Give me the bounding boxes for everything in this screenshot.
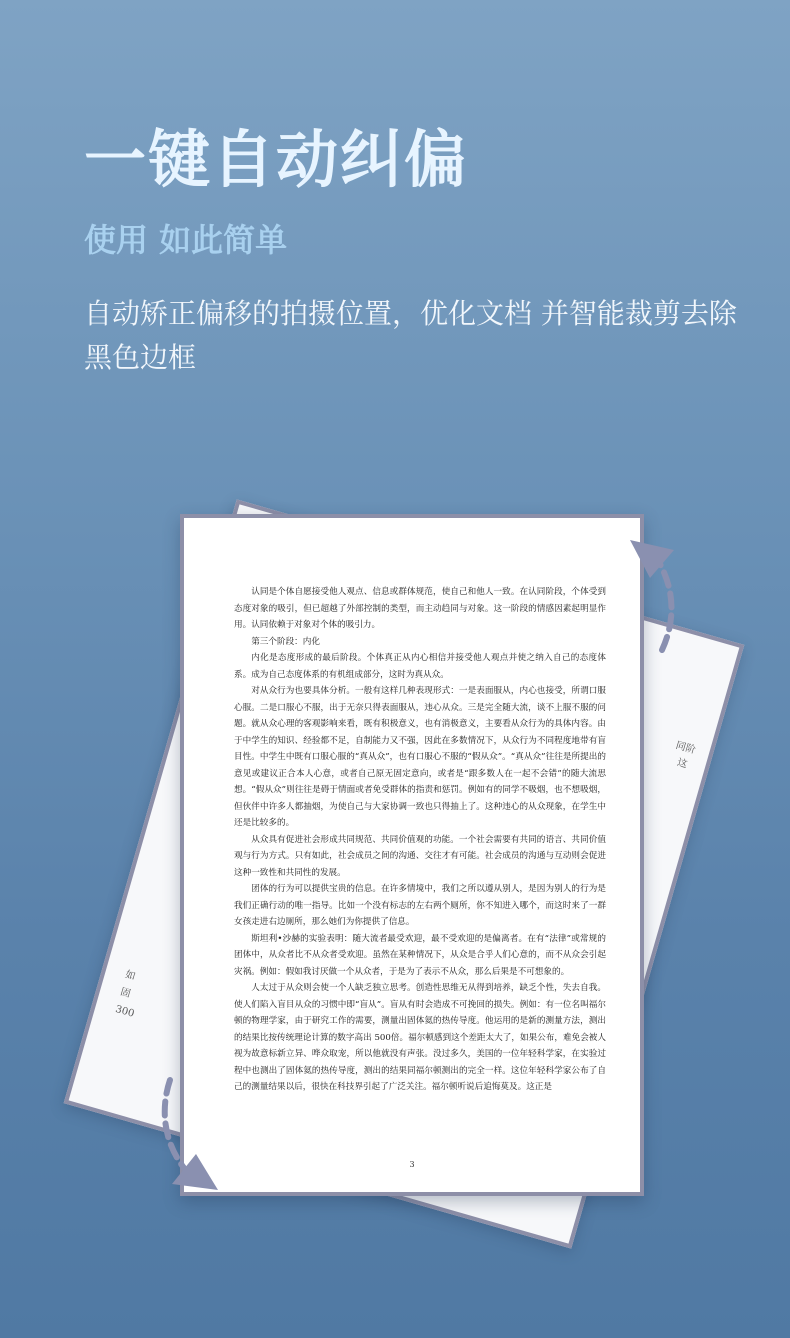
document-paragraph: 内化是态度形成的最后阶段。个体真正从内心相信并接受他人观点并使之纳入自己的态度体系。成为自己态度体系的有机组成部分，这时为真从众。 [234,653,606,680]
back-sheet-text: 300 [114,1003,136,1020]
document-paragraph: 从众具有促进社会形成共同规范、共同价值观的功能。一个社会需要有共同的语言、共同价值观与行为方式。只有如此，社会成员之间的沟通、交往才有可能。社会成员的沟通与互动则会促进这种一致性和共同性的发展。 [234,834,606,878]
feature-description: 自动矫正偏移的拍摄位置，优化文档 并智能裁剪去除黑色边框 [84,297,737,374]
document-paragraph: 对从众行为也要具体分析。一般有这样几种表现形式：一是表面服从，内心也接受，所谓口服心服。二是口服心不服，出于无奈只得表面服从，违心从众。三是完全随大流，谈不上服不服的问题。就从众心理的客观影响来看，既有积极意义，也有消极意义，主要看从众行为的具体内容。由于中学生的知识、经验都不足，自制能力又不强，因此在多数情况下，从众行为不同程度地带有盲目性。中学生中既有口服心服的“真从众”，也有口服心不服的“假从众”。“真从众”往往是所提出的意见或建议正合本人心意，或者自己原无固定意向，或者是“跟多数人在一起不会错”的随大流思想。“假从众”则往往是碍于情面或者免受群体的指责和惩罚。例如有的同学不吸烟，也不想吸烟，但伙伴中许多人都抽烟，为使自己与大家协调一致也只得抽上了。这种违心的从众现象，在学生中还是比较多的。 [234,686,606,828]
rotate-arrow-bottom-left-icon [150,1072,230,1202]
rotate-arrow-top-right-icon [618,528,688,658]
back-sheet-text: 如 [123,969,137,983]
back-sheet-text: 这 [675,757,689,771]
document-paragraph: 第三个阶段：内化 [251,636,320,647]
page-number: 3 [409,1160,415,1169]
page-subtitle: 使用 如此简单 [84,221,288,259]
document-paragraph: 团体的行为可以提供宝贵的信息。在许多情境中，我们之所以遵从别人，是因为别人的行为是我们正确行动的唯一指导。比如一个没有标志的左右两个厕所，你不知进入哪个，而这时来了一群女孩走进右边厕所，那么她们为你提供了信息。 [234,884,606,927]
document-paragraph: 认同是个体自愿接受他人观点、信息或群体规范，使自己和他人一致。在认同阶段，个体受到态度对象的吸引，但已超越了外部控制的类型，而主动趋同与对象。这一阶段的情感因素起明显作用。认同依赖于对象对个体的吸引力。 [234,587,606,630]
back-sheet-text: 同阶 [674,740,697,757]
page-title: 一键自动纠偏 [84,123,469,196]
back-sheet-text: 固 [118,986,132,1000]
document-paragraph: 人太过于从众则会使一个人缺乏独立思考。创造性思维无从得到培养，缺乏个性，失去自我。使人们陷入盲目从众的习惯中即“盲从”。盲从有时会造成不可挽回的损失。例如：有一位名叫福尔顿的物理学家，由于研究工作的需要，测量出固体氦的热传导度。他运用的是新的测量方法，测出的结果比按传统理论计算的数字高出 500倍。福尔顿感到这个差距太大了，如果公布，难免会被人视为故意标新立异、哗众取宠，所以他就没有声张。没过多久，美国的一位年轻科学家，在实验过程中也测出了固体氦的热传导度，测出的结果同福尔顿测出的完全一样。这位年轻科学家公布了自己的测量结果以后，很快在科技界引起了广泛关注。福尔顿听说后追悔莫及。这正是 [234,983,606,1092]
document-paragraph: 斯坦利•沙赫的实验表明：随大流者最受欢迎，最不受欢迎的是偏离者。在有“法律”或常规的团体中，从众者比不从众者受欢迎。虽然在某种情况下，从众是合乎人们心意的，而不从众会引起灾祸。例如：假如我讨厌做一个从众者，于是为了表示不从众，那么后果是不可想象的。 [234,933,606,977]
document-text [234,584,606,1096]
corrected-document-page [180,514,644,1196]
